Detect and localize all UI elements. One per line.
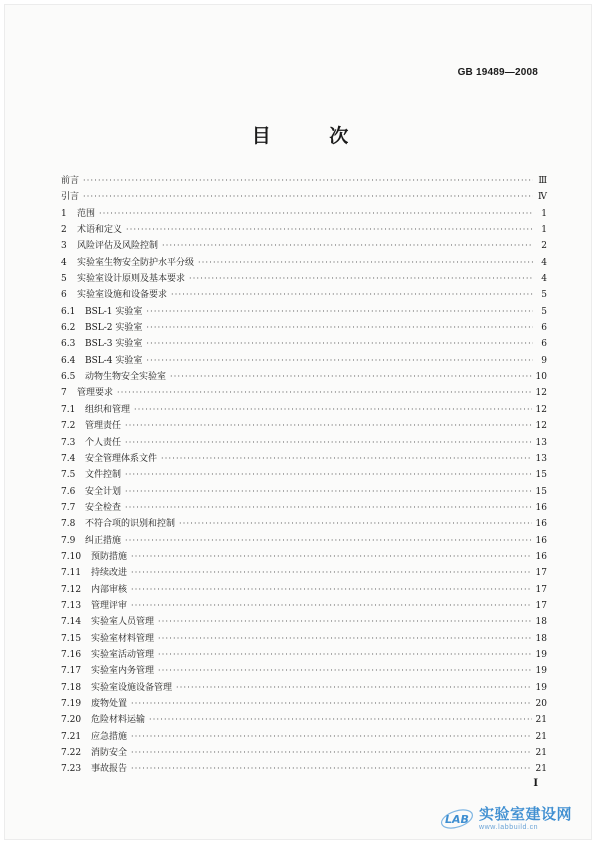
- standard-code: GB 19489—2008: [457, 67, 538, 78]
- toc-entry-label: 事故报告: [91, 764, 128, 775]
- toc-entry[interactable]: [61, 418, 547, 434]
- toc-entry-label: 实验室设施设备管理: [91, 682, 173, 693]
- toc-entry-number: 7.5: [61, 470, 76, 481]
- toc-entry[interactable]: [61, 565, 547, 581]
- toc-entry[interactable]: [61, 206, 547, 222]
- toc-entry-number: 7.1: [61, 404, 76, 415]
- toc-entry-label: BSL-4 实验室: [85, 355, 143, 366]
- toc-dot-leader: [131, 696, 532, 712]
- toc-entry-label: 消防安全: [91, 748, 128, 759]
- toc-entry[interactable]: [61, 255, 547, 271]
- toc-title: 目 次: [251, 125, 375, 147]
- lab-logo-icon: [439, 806, 475, 832]
- toc-entry-label: 管理责任: [85, 421, 122, 432]
- toc-dot-leader: [179, 516, 532, 532]
- toc-entry-page: 16: [535, 535, 547, 546]
- toc-entry-label: 实验室生物安全防护水平分级: [77, 257, 195, 268]
- toc-entry-page: 12: [535, 388, 547, 399]
- toc-entry-number: 7.21: [61, 731, 82, 742]
- toc-entry[interactable]: [61, 336, 547, 352]
- toc-entry-page: 16: [535, 502, 547, 513]
- toc-entry-number: 7.15: [61, 633, 82, 644]
- toc-entry-number: 3: [61, 241, 67, 252]
- page-number: Ⅰ: [533, 778, 538, 789]
- toc-entry-page: 17: [535, 600, 547, 611]
- toc-entry[interactable]: [61, 598, 547, 614]
- toc-entry-label: 范围: [77, 208, 96, 219]
- toc-entry[interactable]: [61, 631, 547, 647]
- toc-entry-page: 17: [535, 568, 547, 579]
- toc-entry-page: 19: [535, 682, 547, 693]
- toc-dot-leader: [83, 173, 533, 189]
- toc-entry-number: 6: [61, 290, 67, 301]
- svg-text:LAB: LAB: [445, 813, 469, 826]
- toc-entry-page: 20: [535, 699, 547, 709]
- toc-entry-page: 21: [535, 731, 547, 742]
- toc-entry-label: 实验室内务管理: [91, 666, 155, 677]
- toc-dot-leader: [146, 320, 533, 336]
- toc-entry-number: 7.11: [61, 568, 82, 579]
- toc-entry[interactable]: [61, 369, 547, 385]
- toc-dot-leader: [131, 729, 532, 745]
- toc-entry-number: 2: [61, 225, 67, 236]
- toc-dot-leader: [125, 484, 532, 500]
- toc-dot-leader: [146, 353, 533, 369]
- toc-entry-page: 19: [535, 666, 547, 677]
- toc-entry-label: 安全检查: [85, 502, 122, 513]
- toc-entry-label: 应急措施: [91, 731, 128, 742]
- toc-entry-label: 安全计划: [85, 486, 122, 497]
- toc-entry[interactable]: [61, 304, 547, 320]
- toc-entry-label: 术语和定义: [77, 225, 123, 236]
- toc-entry[interactable]: [61, 614, 547, 630]
- toc-entry-page: 5: [541, 306, 547, 317]
- toc-entry-number: 7: [61, 388, 67, 399]
- toc-dot-leader: [125, 435, 532, 451]
- toc-entry-page: 21: [535, 764, 547, 775]
- toc-entry-number: 7.13: [61, 600, 82, 611]
- table-of-contents: [61, 173, 547, 778]
- toc-entry-number: 6.1: [61, 306, 76, 317]
- toc-entry-number: 7.9: [61, 535, 76, 546]
- toc-dot-leader: [83, 189, 533, 205]
- toc-entry[interactable]: [61, 761, 547, 777]
- toc-entry-page: 16: [535, 551, 547, 562]
- toc-dot-leader: [99, 206, 533, 222]
- toc-dot-leader: [170, 369, 532, 385]
- toc-entry-number: 7.8: [61, 519, 76, 530]
- toc-entry-label: 预防措施: [91, 551, 128, 562]
- toc-entry[interactable]: [61, 647, 547, 663]
- toc-entry[interactable]: [61, 484, 547, 500]
- toc-entry[interactable]: [61, 189, 547, 205]
- toc-dot-leader: [176, 680, 532, 696]
- toc-entry-label: 不符合项的识别和控制: [85, 519, 176, 530]
- toc-entry-number: 7.6: [61, 486, 76, 497]
- toc-entry-page: 18: [535, 633, 547, 644]
- toc-entry[interactable]: [61, 435, 547, 451]
- toc-entry-page: 15: [535, 486, 547, 497]
- toc-dot-leader: [189, 271, 533, 287]
- toc-entry-label: 废物处置: [91, 699, 128, 709]
- toc-entry[interactable]: [61, 353, 547, 369]
- toc-entry-label: 危险材料运输: [91, 715, 146, 726]
- toc-entry[interactable]: [61, 173, 547, 189]
- toc-entry-page: Ⅳ: [538, 192, 547, 203]
- toc-entry-number: 6.5: [61, 372, 76, 383]
- toc-entry[interactable]: [61, 287, 547, 303]
- toc-entry-label: 安全管理体系文件: [85, 453, 158, 464]
- toc-entry-number: 7.3: [61, 437, 76, 448]
- toc-entry[interactable]: [61, 516, 547, 532]
- toc-entry-number: 5: [61, 274, 67, 285]
- toc-entry-label: 管理评审: [91, 600, 128, 611]
- toc-entry-page: 21: [535, 748, 547, 759]
- toc-entry-label: 纠正措施: [85, 535, 122, 546]
- toc-entry-number: 6.4: [61, 355, 76, 366]
- toc-entry[interactable]: [61, 663, 547, 679]
- toc-entry-label: 实验室活动管理: [91, 649, 155, 660]
- toc-entry-label: BSL-1 实验室: [85, 306, 143, 317]
- toc-entry-page: 13: [535, 453, 547, 464]
- toc-dot-leader: [149, 712, 532, 728]
- toc-dot-leader: [158, 663, 532, 679]
- toc-entry[interactable]: [61, 582, 547, 598]
- toc-entry-label: BSL-3 实验室: [85, 339, 143, 350]
- toc-dot-leader: [125, 500, 532, 516]
- toc-dot-leader: [131, 598, 532, 614]
- toc-entry-label: 实验室设施和设备要求: [77, 290, 168, 301]
- toc-entry-page: 1: [541, 208, 547, 219]
- toc-entry-page: 6: [541, 323, 547, 334]
- toc-entry-number: 7.23: [61, 764, 82, 775]
- watermark-text: 实验室建设网: [478, 805, 572, 823]
- toc-entry[interactable]: [61, 320, 547, 336]
- toc-entry-label: 实验室材料管理: [91, 633, 155, 644]
- toc-entry-number: 7.19: [61, 699, 82, 709]
- toc-dot-leader: [131, 549, 532, 565]
- toc-entry-number: 7.12: [61, 584, 82, 595]
- toc-entry[interactable]: [61, 533, 547, 549]
- toc-entry-label: 实验室设计原则及基本要求: [77, 274, 186, 285]
- toc-entry-label: 引言: [61, 192, 80, 203]
- toc-entry[interactable]: [61, 712, 547, 728]
- toc-dot-leader: [131, 582, 532, 598]
- toc-entry-label: 实验室人员管理: [91, 617, 155, 628]
- toc-entry-label: 前言: [61, 176, 80, 186]
- toc-entry-label: 文件控制: [85, 470, 122, 481]
- toc-dot-leader: [131, 745, 532, 761]
- toc-entry-page: 21: [535, 715, 547, 726]
- toc-entry-number: 7.10: [61, 551, 82, 562]
- toc-entry-label: 管理要求: [77, 388, 114, 399]
- toc-dot-leader: [162, 238, 533, 254]
- toc-dot-leader: [158, 647, 532, 663]
- toc-entry-label: 组织和管理: [85, 404, 131, 415]
- toc-entry-page: 5: [541, 290, 547, 301]
- toc-entry-number: 7.14: [61, 617, 82, 628]
- toc-entry-page: Ⅲ: [538, 176, 547, 186]
- toc-dot-leader: [126, 222, 533, 238]
- toc-entry-number: 6.3: [61, 339, 76, 350]
- toc-entry-label: 动物生物安全实验室: [85, 372, 167, 383]
- toc-entry[interactable]: [61, 729, 547, 745]
- toc-dot-leader: [125, 418, 532, 434]
- toc-entry-page: 10: [535, 372, 547, 383]
- toc-dot-leader: [146, 304, 533, 320]
- toc-entry-page: 12: [535, 421, 547, 432]
- toc-entry-number: 7.17: [61, 666, 82, 677]
- toc-dot-leader: [131, 565, 532, 581]
- toc-dot-leader: [117, 385, 532, 401]
- toc-entry-label: BSL-2 实验室: [85, 323, 143, 334]
- toc-entry-page: 12: [535, 404, 547, 415]
- toc-entry[interactable]: [61, 385, 547, 401]
- toc-entry-number: 7.18: [61, 682, 82, 693]
- toc-entry[interactable]: [61, 500, 547, 516]
- toc-entry[interactable]: [61, 680, 547, 696]
- toc-entry-page: 16: [535, 519, 547, 530]
- toc-entry-page: 18: [535, 617, 547, 628]
- toc-dot-leader: [146, 336, 533, 352]
- toc-entry[interactable]: [61, 402, 547, 418]
- toc-entry[interactable]: [61, 467, 547, 483]
- toc-entry-number: 7.16: [61, 649, 82, 660]
- toc-entry[interactable]: [61, 696, 547, 712]
- toc-entry-number: 7.22: [61, 748, 82, 759]
- toc-entry-number: 1: [61, 208, 67, 219]
- toc-entry[interactable]: [61, 549, 547, 565]
- toc-entry[interactable]: [61, 238, 547, 254]
- toc-entry-label: 持续改进: [91, 568, 128, 579]
- toc-entry-label: 个人责任: [85, 437, 122, 448]
- toc-entry-page: 4: [541, 257, 547, 268]
- toc-entry-page: 4: [541, 274, 547, 285]
- toc-dot-leader: [171, 287, 533, 303]
- toc-entry-number: 7.2: [61, 421, 76, 432]
- toc-entry-number: 7.7: [61, 502, 76, 513]
- toc-entry-page: 17: [535, 584, 547, 595]
- toc-entry-page: 15: [535, 470, 547, 481]
- toc-dot-leader: [125, 533, 532, 549]
- toc-entry[interactable]: [61, 745, 547, 761]
- toc-dot-leader: [131, 761, 532, 777]
- toc-dot-leader: [125, 467, 532, 483]
- toc-entry-page: 2: [541, 241, 547, 252]
- toc-entry-number: 7.4: [61, 453, 76, 464]
- toc-entry[interactable]: [61, 451, 547, 467]
- watermark-url: www.labbuild.cn: [478, 824, 539, 831]
- toc-entry-label: 内部审核: [91, 584, 128, 595]
- toc-entry-number: 6.2: [61, 323, 76, 334]
- toc-dot-leader: [198, 255, 533, 271]
- toc-entry-page: 9: [541, 355, 547, 366]
- toc-entry[interactable]: [61, 271, 547, 287]
- toc-entry-page: 6: [541, 339, 547, 350]
- toc-dot-leader: [158, 631, 532, 647]
- watermark: [439, 806, 572, 832]
- toc-entry-page: 1: [541, 225, 547, 236]
- toc-entry-number: 4: [61, 257, 67, 268]
- toc-dot-leader: [134, 402, 532, 418]
- toc-dot-leader: [161, 451, 532, 467]
- toc-entry[interactable]: [61, 222, 547, 238]
- toc-entry-label: 风险评估及风险控制: [77, 241, 159, 252]
- toc-entry-page: 13: [535, 437, 547, 448]
- toc-dot-leader: [158, 614, 532, 630]
- toc-entry-page: 19: [535, 649, 547, 660]
- toc-entry-number: 7.20: [61, 715, 82, 726]
